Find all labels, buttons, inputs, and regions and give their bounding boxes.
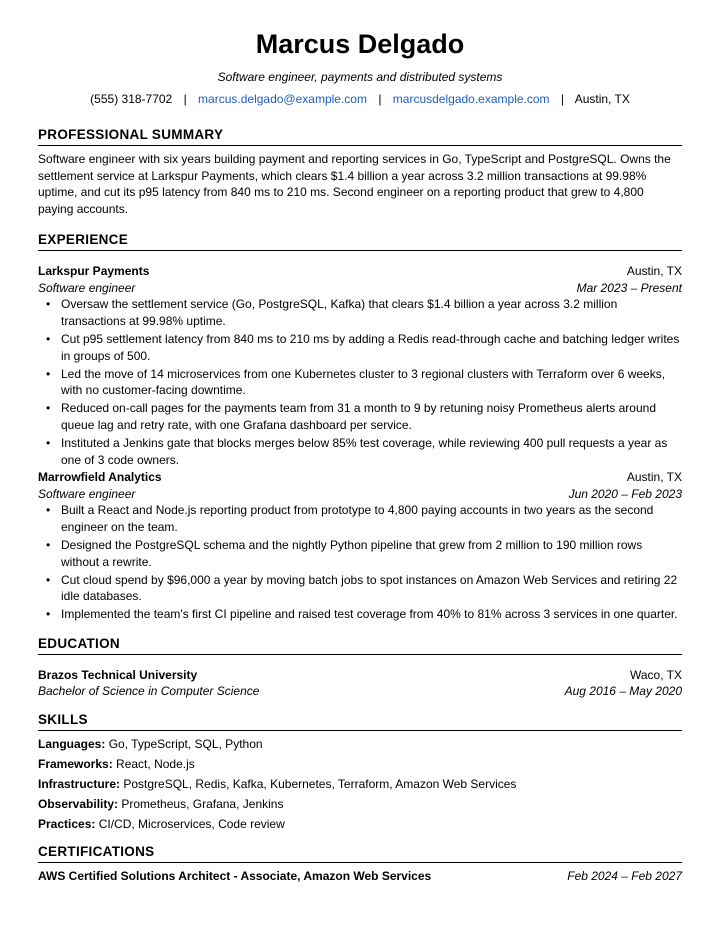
skill-line [38,736,682,753]
section-title-experience: EXPERIENCE [38,231,682,251]
contact-separator: | [378,92,382,106]
degree: Bachelor of Science in Computer Science [38,684,260,699]
skill-line [38,816,682,833]
contact-line [38,91,682,107]
job-bullet: • Implemented the team's first CI pipeline and raised test coverage from 40% to 81% across 3 services in one quarter. [38,606,682,623]
skill-label: Observability: [38,796,119,811]
summary-text: Software engineer with six years building payment and reporting services in Go, TypeScript and PostgreSQL. Owns the settlement service at Larkspur Payments, which clears $1.4 billion a year across 3.2 million transactions at 99.98% uptime, and cut its p95 latency from 840 ms to 210 ms. Second engineer on a reporting product that grew to 4,800 paying accounts. [38,152,671,216]
job-bullet: • Oversaw the settlement service (Go, PostgreSQL, Kafka) that clears $1.4 billion a year across 3.2 million transactions at 99.98% uptime. [38,296,682,330]
section-title-education: EDUCATION [38,635,682,655]
job-bullets [38,296,682,468]
candidate-name: Marcus Delgado [255,29,465,59]
location: Austin, TX [574,92,630,106]
skill-line [38,796,682,813]
job-bullet: • Cut cloud spend by $96,000 a year by moving batch jobs to spot instances on Amazon Web Services and retiring 22 idle databases. [38,572,682,606]
job-bullet: • Reduced on-call pages for the payments team from 31 a month to 9 by retuning noisy Prometheus alerts around queue lag and retry rate, with one Grafana dashboard per service. [38,400,682,434]
job-bullet: • Designed the PostgreSQL schema and the nightly Python pipeline that grew from 2 million to 190 million rows without a rewrite. [38,537,682,571]
skill-line [38,756,682,773]
job-bullets [38,502,682,623]
job-company: Larkspur Payments [38,264,150,279]
school-name: Brazos Technical University [38,667,198,682]
candidate-tagline: Software engineer, payments and distributed systems [217,70,503,84]
job-bullet: • Instituted a Jenkins gate that blocks merges below 85% test coverage, while reviewing 400 pull requests a year as one of 3 code owners. [38,435,682,469]
skill-value: CI/CD, Microservices, Code review [98,816,285,831]
job-bullet: • Led the move of 14 microservices from one Kubernetes cluster to 3 regional clusters with Terraform over 6 weeks, with no customer-facing downtime. [38,366,682,400]
skill-label: Infrastructure: [38,776,121,791]
job-company: Marrowfield Analytics [38,470,162,485]
section-title-certifications: CERTIFICATIONS [38,843,682,863]
job-role: Software engineer [38,486,136,501]
skill-value: Go, TypeScript, SQL, Python [108,736,263,751]
skill-line [38,776,682,793]
phone-number: (555) 318-7702 [90,92,173,106]
job-dates: Jun 2020 – Feb 2023 [568,486,682,501]
certification-name: AWS Certified Solutions Architect - Associate, Amazon Web Services [38,869,432,884]
skill-value: Prometheus, Grafana, Jenkins [121,796,284,811]
job-entry [38,263,682,468]
contact-separator: | [183,92,187,106]
skill-label: Frameworks: [38,756,113,771]
job-location: Austin, TX [626,264,682,279]
job-location: Austin, TX [626,470,682,485]
job-dates: Mar 2023 – Present [576,280,682,295]
education-section [38,635,682,700]
job-bullet: • Built a React and Node.js reporting product from prototype to 4,800 paying accounts in two years as the second engineer on the team. [38,502,682,536]
skill-label: Languages: [38,736,106,751]
section-title-skills: SKILLS [38,711,682,731]
email-link[interactable]: marcus.delgado@example.com [198,92,367,106]
website-link[interactable]: marcusdelgado.example.com [392,92,550,106]
school-location: Waco, TX [629,667,682,682]
skill-label: Practices: [38,816,96,831]
skills-section [38,711,682,833]
certification-dates: Feb 2024 – Feb 2027 [567,869,682,884]
summary-section [38,126,682,217]
section-title-summary: PROFESSIONAL SUMMARY [38,126,682,146]
experience-section [38,231,682,623]
skill-value: React, Node.js [116,756,195,771]
job-entry [38,469,682,623]
job-bullet: • Cut p95 settlement latency from 840 ms to 210 ms by adding a Redis read-through cache and batching ledger writes in groups of 500. [38,331,682,365]
skill-value: PostgreSQL, Redis, Kafka, Kubernetes, Terraform, Amazon Web Services [123,776,517,791]
certifications-section [38,843,682,885]
education-dates: Aug 2016 – May 2020 [564,684,682,699]
job-role: Software engineer [38,280,136,295]
contact-separator: | [560,92,565,106]
